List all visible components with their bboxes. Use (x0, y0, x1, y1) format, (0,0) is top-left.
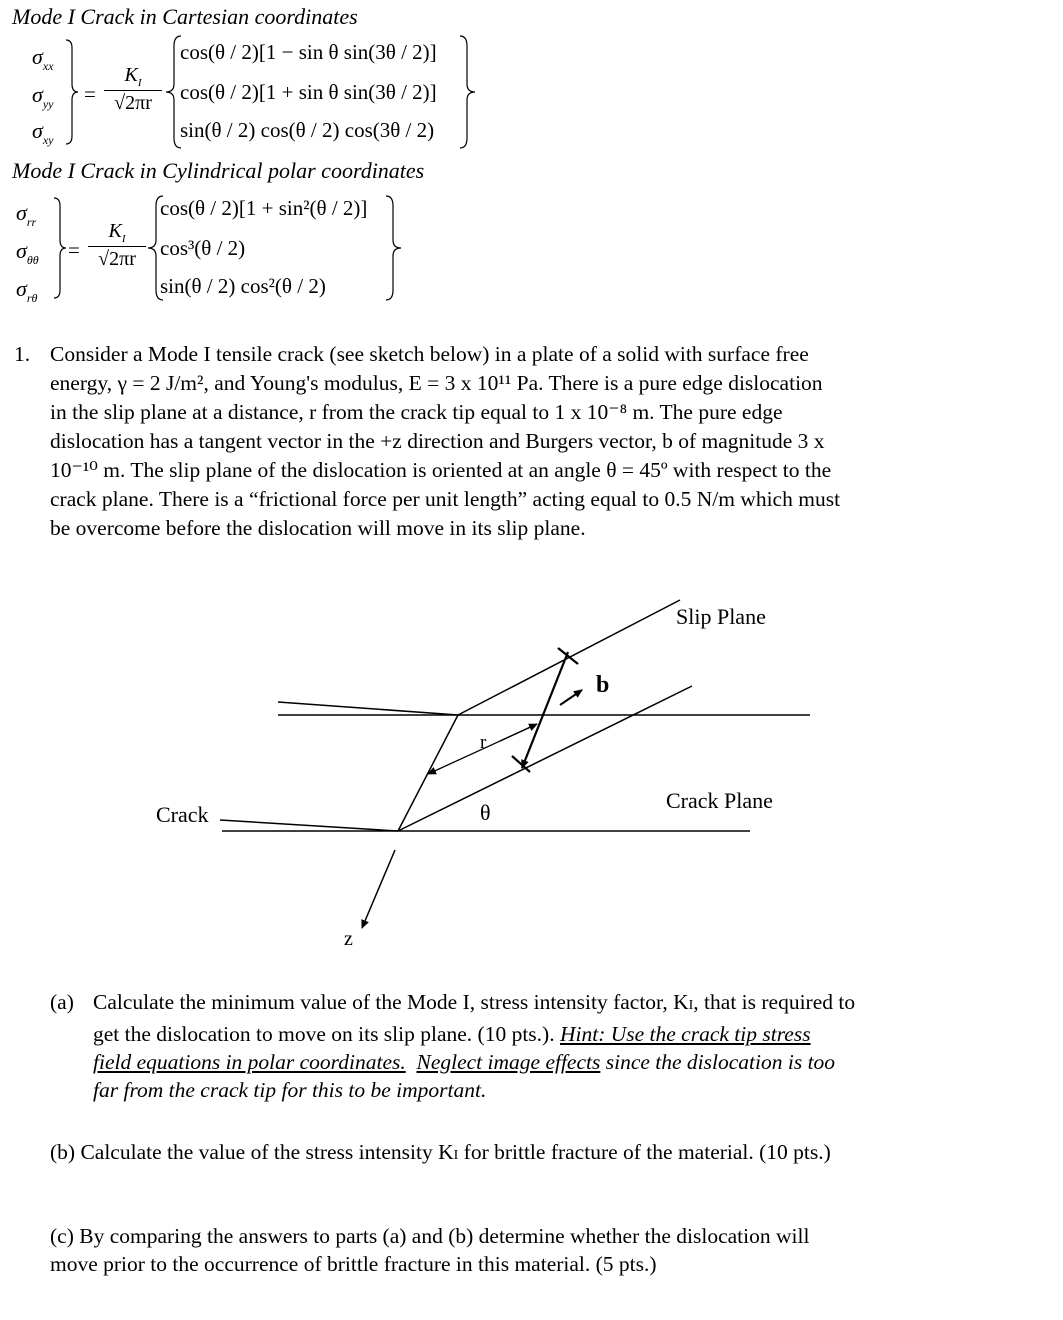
crack-line (220, 820, 398, 831)
sigma-thetatheta: $\sigma_{\theta\theta}$ (16, 238, 39, 267)
sigma-rtheta: $\sigma_{r\theta}$ (16, 276, 38, 305)
upper-crack-face (278, 702, 458, 715)
problem-line-3: in the slip plane at a distance, r from the crack tip equal to 1 x 10⁻⁸ m. The pure edge (50, 400, 783, 424)
r-label: r (480, 732, 487, 753)
slip-plane-label: Slip Plane (676, 604, 766, 629)
crack-label: Crack (156, 802, 209, 827)
problem-line-2: energy, γ = 2 J/m², and Young's modulus, E = 3 x 10¹¹ Pa. There is a pure edge dislocation (50, 371, 823, 395)
question-a-line-2: get the dislocation to move on its slip plane. (10 pts.). Hint: Use the crack tip stress (93, 1022, 811, 1046)
polar-row-thetatheta: cos³(θ / 2) (160, 236, 246, 260)
question-a-line-1: Calculate the minimum value of the Mode I, stress intensity factor, KI, that is required to (93, 990, 856, 1014)
cartesian-row-xx: cos(θ / 2)[1 − sin θ sin(3θ / 2)] (180, 40, 437, 64)
polar-equals: = (68, 238, 80, 262)
polar-prefactor: $K_I$ √2πr (88, 220, 146, 271)
cartesian-row-yy: cos(θ / 2)[1 + sin θ sin(3θ / 2)] (180, 80, 437, 104)
cartesian-prefactor: $K_I$ √2πr (104, 64, 162, 115)
problem-line-6: crack plane. There is a “frictional force per unit length” acting equal to 0.5 N/m which must (50, 487, 841, 511)
cartesian-row-xy: sin(θ / 2) cos(θ / 2) cos(3θ / 2) (180, 118, 435, 142)
question-a-line-3: field equations in polar coordinates. Neglect image effects since the dislocation is too (93, 1050, 836, 1074)
theta-label: θ (480, 800, 491, 825)
question-c-line-1: (c) By comparing the answers to parts (a) and (b) determine whether the dislocation will (50, 1224, 810, 1248)
problem-line-7: be overcome before the dislocation will move in its slip plane. (50, 516, 586, 540)
polar-heading: Mode I Crack in Cylindrical polar coordinates (12, 158, 425, 183)
question-b: (b) Calculate the value of the stress intensity KI for brittle fracture of the material. (10 pts.) (50, 1140, 831, 1164)
problem-line-1: Consider a Mode I tensile crack (see sketch below) in a plate of a solid with surface free (50, 342, 809, 366)
question-a-prefix: (a) (50, 990, 74, 1014)
problem-number: 1. (14, 342, 31, 366)
sigma-xy: $\sigma_{xy}$ (32, 118, 54, 147)
cartesian-heading: Mode I Crack in Cartesian coordinates (12, 4, 358, 29)
burgers-vector-label: b (596, 672, 610, 698)
z-label: z (344, 928, 353, 950)
crack-front-edge (398, 715, 458, 831)
sigma-rr: $\sigma_{rr}$ (16, 200, 37, 229)
question-c-line-2: move prior to the occurrence of brittle fracture in this material. (5 pts.) (50, 1252, 657, 1276)
polar-row-rr: cos(θ / 2)[1 + sin²(θ / 2)] (160, 196, 368, 220)
problem-line-4: dislocation has a tangent vector in the +z direction and Burgers vector, b of magnitude 3 x (50, 429, 825, 453)
polar-row-rtheta: sin(θ / 2) cos²(θ / 2) (160, 274, 326, 298)
burgers-vector-arrow (560, 690, 582, 705)
crack-plane-label: Crack Plane (666, 788, 773, 813)
z-axis-arrow (362, 850, 395, 928)
cartesian-equals: = (84, 82, 96, 106)
question-a (93, 988, 855, 1104)
sigma-yy: $\sigma_{yy}$ (32, 82, 54, 111)
sigma-xx: $\sigma_{xx}$ (32, 44, 54, 73)
question-a-line-4: far from the crack tip for this to be important. (93, 1078, 487, 1102)
question-c (50, 1222, 809, 1278)
r-arrow-right (500, 724, 537, 741)
problem-line-5: 10⁻¹⁰ m. The slip plane of the dislocation is oriented at an angle θ = 45º with respect to the (50, 458, 832, 482)
